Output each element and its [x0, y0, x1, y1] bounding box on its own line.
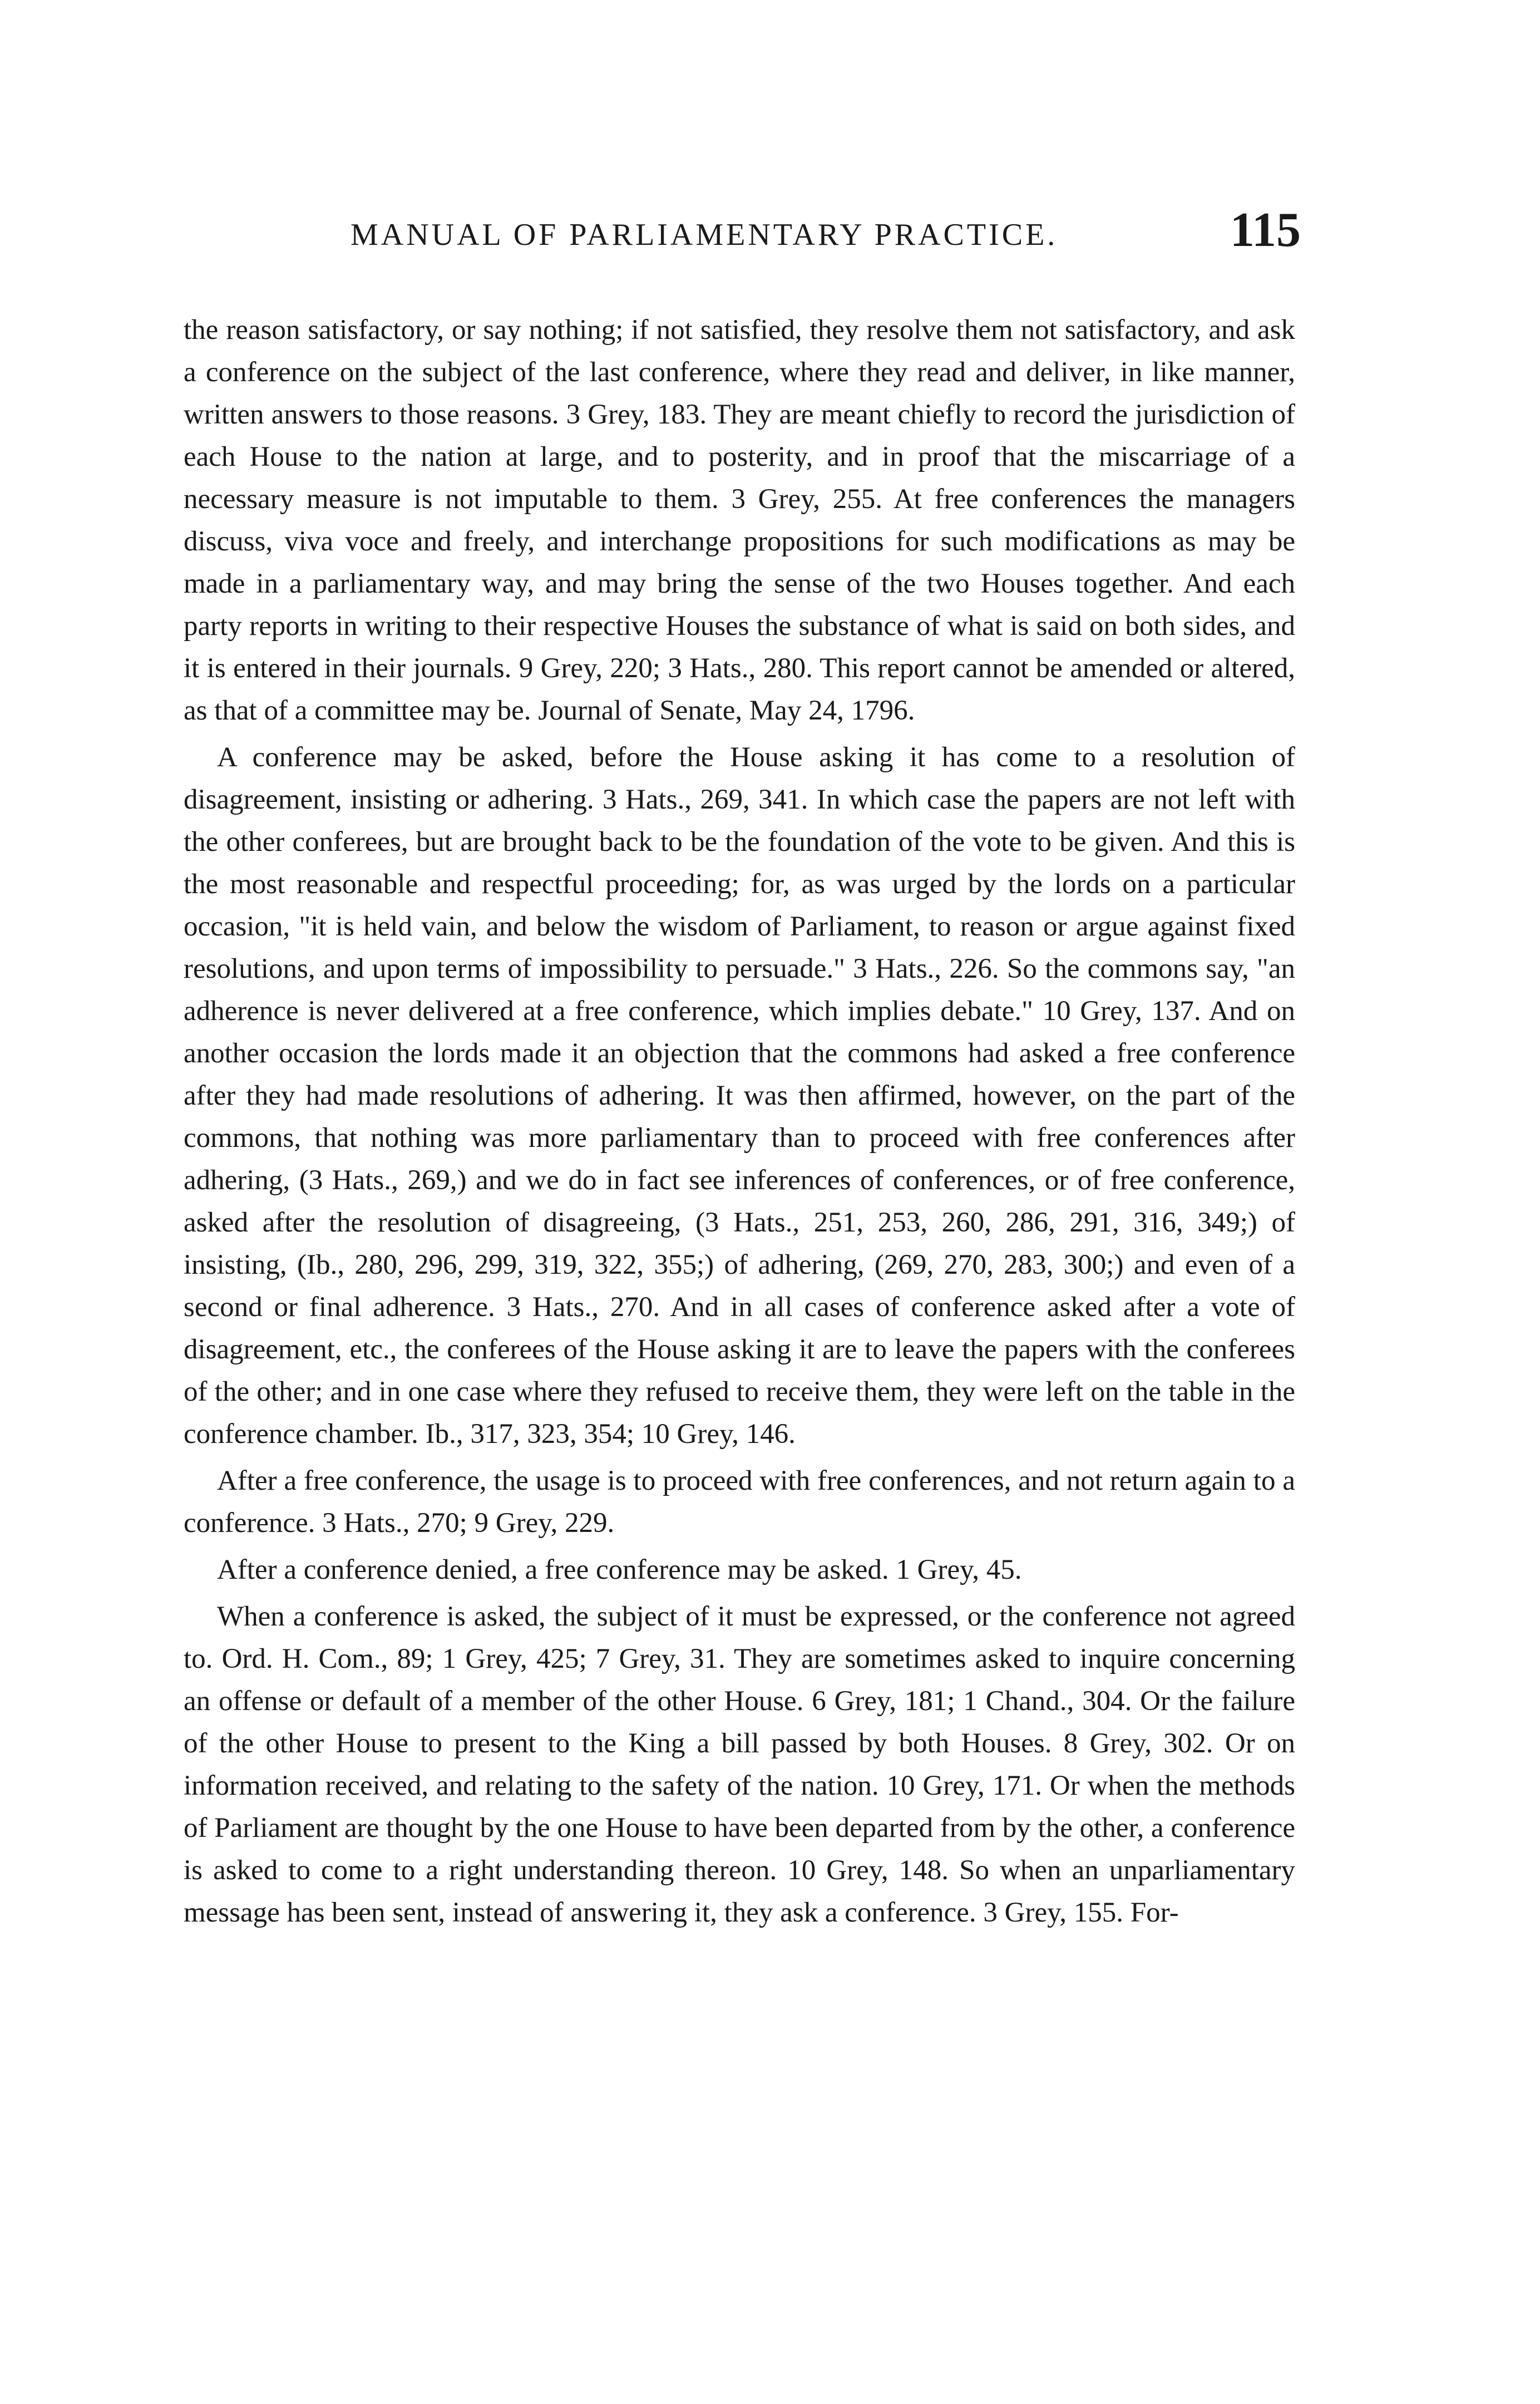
paragraph-subject-expressed: When a conference is asked, the subject of it must be expressed, or the conference not agreed to. Ord. H. Com., 89; 1 Grey, 425; 7 Grey, 31. They are sometimes asked to inquire concerning an offense or default of a member of the other House. 6 Grey, 181; 1 Chand., 304. Or the failure of the other House to present to the King a bill passed by both Houses. 8 Grey, 302. Or on information received, and relating to the safety of the nation. 10 Grey, 171. Or when the methods of Parliament are thought by the one House to have been departed from by the other, a conference is asked to come to a right understanding thereon. 10 Grey, 148. So when an unparliamentary message has been sent, instead of answering it, they ask a conference. 3 Grey, 155. For- [184, 1601, 1295, 1928]
paragraph-after-free-conference: After a free conference, the usage is to proceed with free conferences, and not return again to a conference. 3 Hats., 270; 9 Grey, 229. [184, 1465, 1295, 1539]
paragraph-continuation: the reason satisfactory, or say nothing; if not satisfied, they resolve them not satisfactory, and ask a conference on the subject of the last conference, where they read and deliver, in like manner, written answers to those reasons. 3 Grey, 183. They are meant chiefly to record the jurisdiction of each House to the nation at large, and to posterity, and in proof that the miscarriage of a necessary measure is not imputable to them. 3 Grey, 255. At free conferences the managers discuss, viva voce and freely, and interchange propositions for such modifications as may be made in a parliamentary way, and may bring the sense of the two Houses together. And each party reports in writing to their respective Houses the substance of what is said on both sides, and it is entered in their journals. 9 Grey, 220; 3 Hats., 280. This report cannot be amended or altered, as that of a committee may be. Journal of Senate, May 24, 1796. [184, 314, 1295, 726]
paragraph-after-conference-denied: After a conference denied, a free conference may be asked. 1 Grey, 45. [217, 1554, 1022, 1585]
page-header [184, 203, 1301, 267]
body-text [184, 309, 1295, 1934]
paragraph-conference-before-resolution: A conference may be asked, before the House asking it has come to a resolution of disagreement, insisting or adhering. 3 Hats., 269, 341. In which case the papers are not left with the other conferees, but are brought back to be the foundation of the vote to be given. And this is the most reasonable and respectful proceeding; for, as was urged by the lords on a particular occasion, "it is held vain, and below the wisdom of Parliament, to reason or argue against fixed resolutions, and upon terms of impossibility to persuade." 3 Hats., 226. So the commons say, "an adherence is never delivered at a free conference, which implies debate." 10 Grey, 137. And on another occasion the lords made it an objection that the commons had asked a free conference after they had made resolutions of adhering. It was then affirmed, however, on the part of the commons, that nothing was more parliamentary than to proceed with free conferences after adhering, (3 Hats., 269,) and we do in fact see inferences of conferences, or of free conference, asked after the resolution of disagreeing, (3 Hats., 251, 253, 260, 286, 291, 316, 349;) of insisting, (Ib., 280, 296, 299, 319, 322, 355;) of adhering, (269, 270, 283, 300;) and even of a second or final adherence. 3 Hats., 270. And in all cases of conference asked after a vote of disagreement, etc., the conferees of the House asking it are to leave the papers with the conferees of the other; and in one case where they refused to receive them, they were left on the table in the conference chamber. Ib., 317, 323, 354; 10 Grey, 146. [184, 742, 1295, 1450]
running-title: MANUAL OF PARLIAMENTARY PRACTICE. [351, 218, 1058, 252]
page-number: 115 [1230, 203, 1301, 257]
